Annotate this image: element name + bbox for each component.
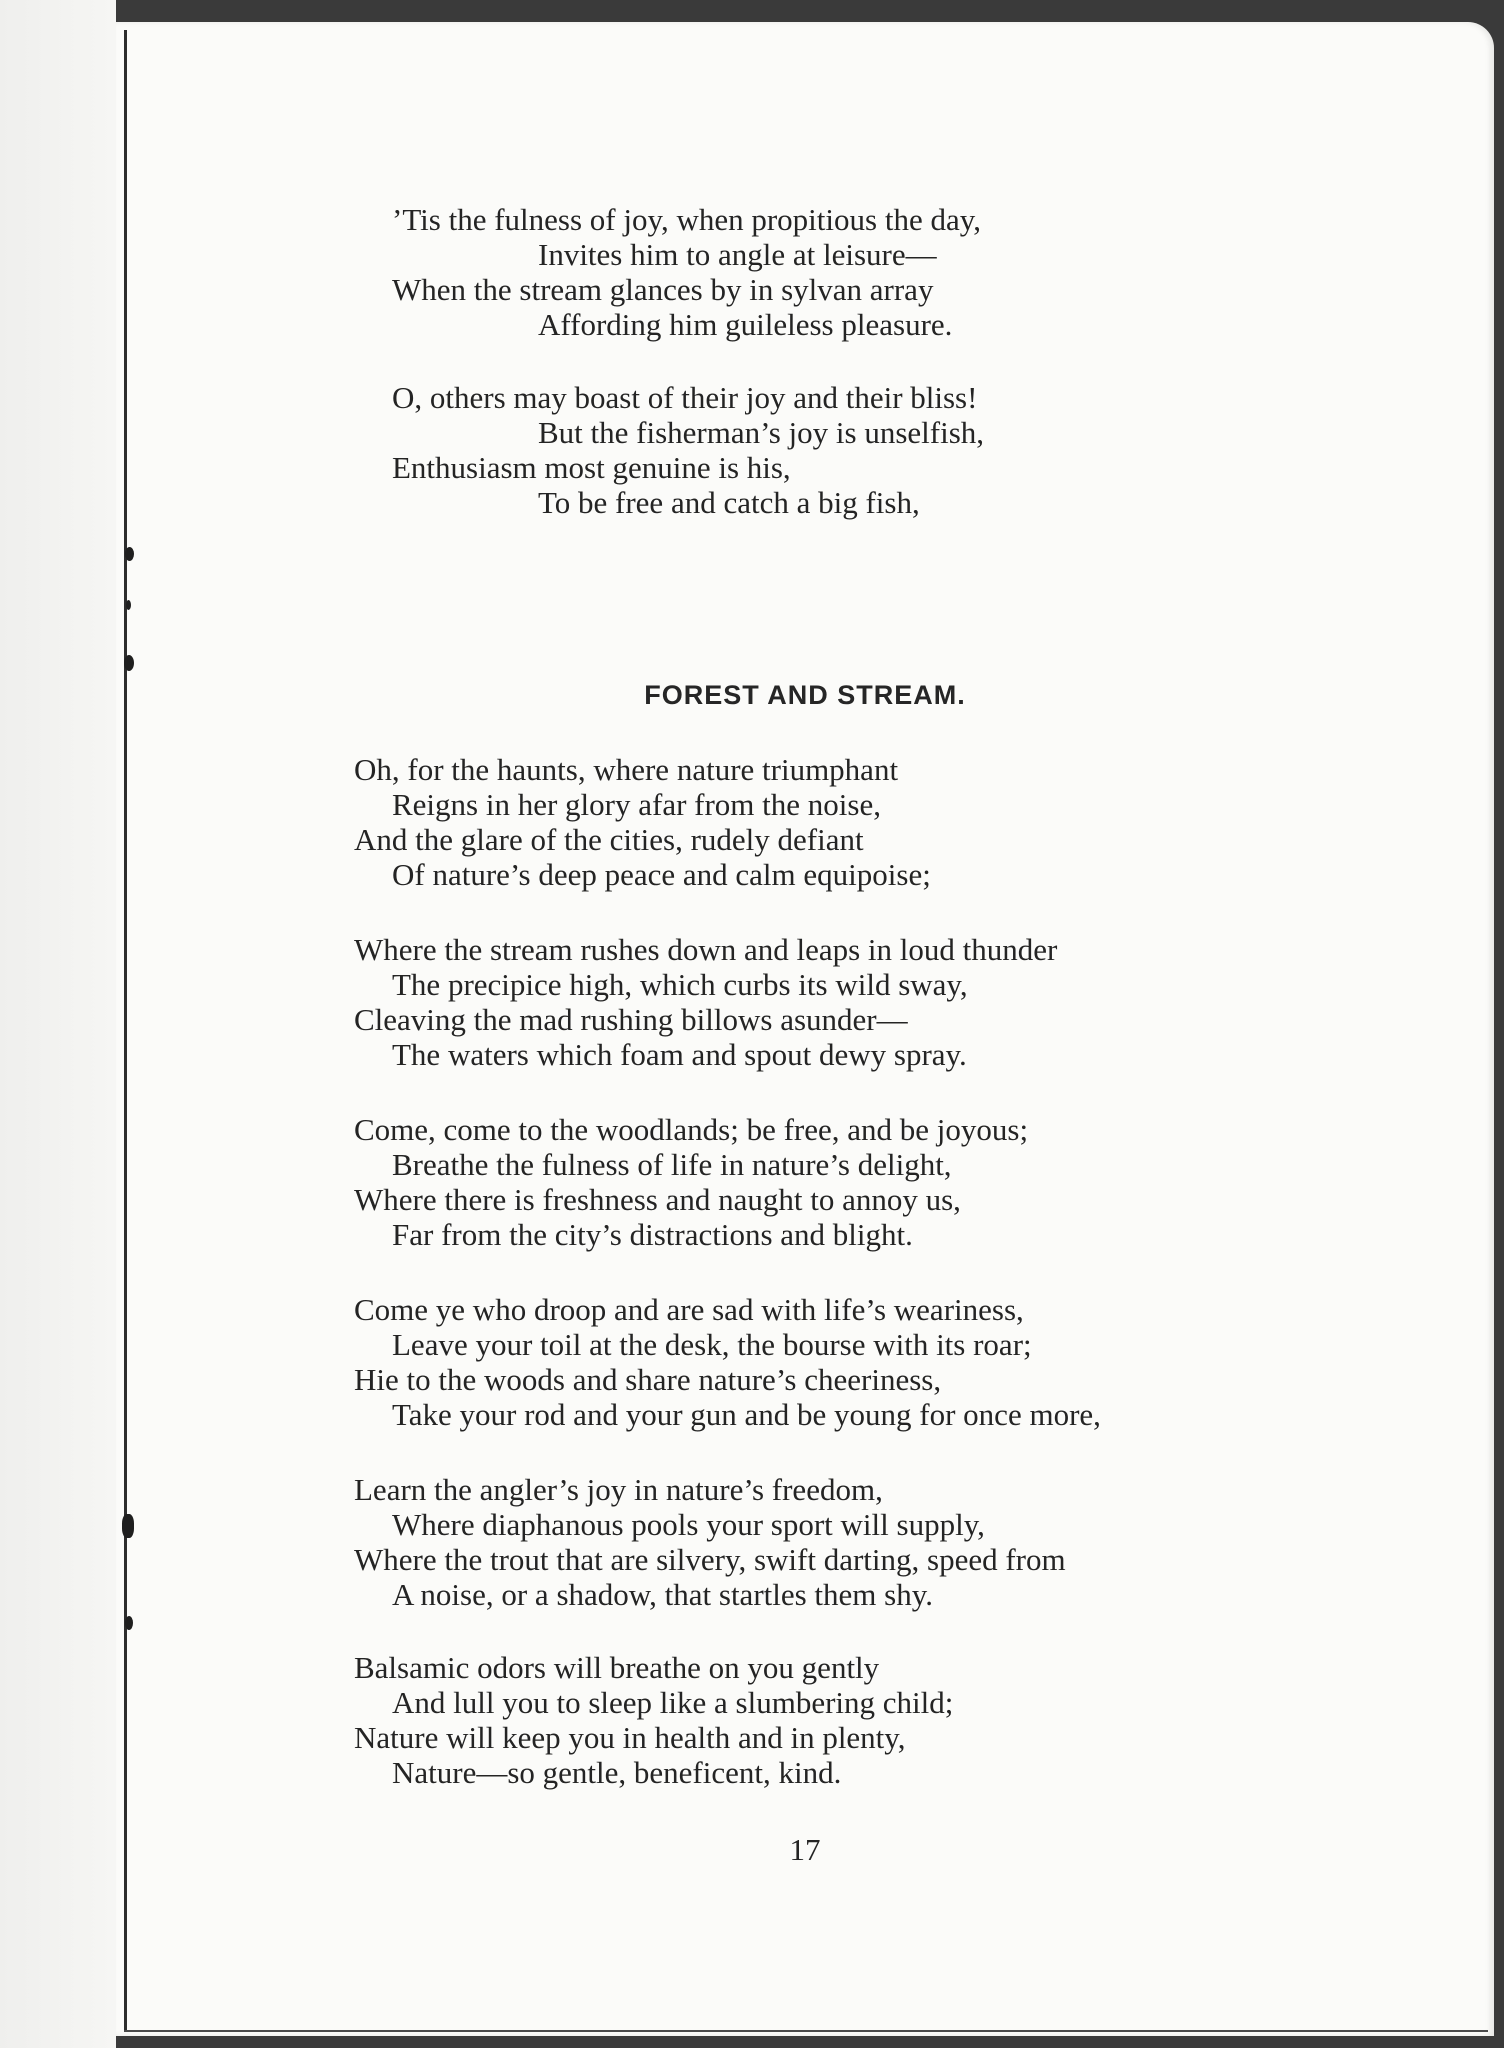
poem-line: Where the stream rushes down and leaps in loud thunder bbox=[354, 932, 1058, 967]
stanza bbox=[354, 1112, 1028, 1252]
poem-line: Where there is freshness and naught to annoy us, bbox=[354, 1182, 961, 1217]
poem-line: Nature—so gentle, beneficent, kind. bbox=[392, 1755, 842, 1790]
poem-line: Breathe the fulness of life in nature’s delight, bbox=[392, 1147, 952, 1182]
poem-line: To be free and catch a big fish, bbox=[538, 485, 920, 520]
poem-line: And lull you to sleep like a slumbering child; bbox=[392, 1685, 954, 1720]
poem-line: Take your rod and your gun and be young for once more, bbox=[392, 1397, 1101, 1432]
stanza bbox=[354, 752, 931, 892]
stanza bbox=[354, 932, 1057, 1072]
poem-line: A noise, or a shadow, that startles them shy. bbox=[392, 1577, 933, 1612]
binding-edge bbox=[124, 30, 127, 2030]
poem-line: When the stream glances by in sylvan array bbox=[392, 272, 934, 307]
binding-hole-mark bbox=[122, 1514, 134, 1538]
page-bottom-edge bbox=[124, 2030, 1488, 2032]
poem-line: Leave your toil at the desk, the bourse with its roar; bbox=[392, 1327, 1032, 1362]
poem-line: O, others may boast of their joy and their bliss! bbox=[392, 380, 978, 415]
binding-hole-mark bbox=[124, 655, 134, 671]
poem-line: Of nature’s deep peace and calm equipoise; bbox=[392, 857, 931, 892]
binding-hole-mark bbox=[125, 547, 134, 561]
poem-title: FOREST AND STREAM. bbox=[644, 680, 966, 710]
poem-line: Oh, for the haunts, where nature triumphant bbox=[354, 752, 899, 787]
poem-line: Come ye who droop and are sad with life’s weariness, bbox=[354, 1292, 1024, 1327]
poem-line: The waters which foam and spout dewy spray. bbox=[392, 1037, 967, 1072]
poem-line: Nature will keep you in health and in plenty, bbox=[354, 1720, 906, 1755]
poem-line: And the glare of the cities, rudely defiant bbox=[354, 822, 864, 857]
poem-line: Balsamic odors will breathe on you gently bbox=[354, 1650, 880, 1685]
page-number: 17 bbox=[789, 1832, 821, 1867]
poem-line: Invites him to angle at leisure— bbox=[538, 237, 937, 272]
binding-hole-mark bbox=[126, 600, 131, 610]
book-page bbox=[116, 22, 1494, 2036]
stanza bbox=[354, 1472, 1066, 1612]
stanza bbox=[392, 380, 984, 520]
poem-line: Affording him guileless pleasure. bbox=[538, 307, 953, 342]
stanza bbox=[392, 202, 981, 342]
poem-line: Come, come to the woodlands; be free, and be joyous; bbox=[354, 1112, 1029, 1147]
stanza bbox=[354, 1292, 1101, 1432]
poem-line: ’Tis the fulness of joy, when propitious the day, bbox=[392, 202, 981, 237]
poem-line: Cleaving the mad rushing billows asunder— bbox=[354, 1002, 908, 1037]
poem-line: Hie to the woods and share nature’s cheeriness, bbox=[354, 1362, 942, 1397]
scan-margin bbox=[0, 0, 116, 2048]
poem-line: The precipice high, which curbs its wild sway, bbox=[392, 967, 968, 1002]
poem-line: Learn the angler’s joy in nature’s freedom, bbox=[354, 1472, 883, 1507]
poem-line: Reigns in her glory afar from the noise, bbox=[392, 787, 881, 822]
poem-line: Enthusiasm most genuine is his, bbox=[392, 450, 791, 485]
poem-line: Where diaphanous pools your sport will supply, bbox=[392, 1507, 985, 1542]
poem-line: Far from the city’s distractions and blight. bbox=[392, 1217, 913, 1252]
binding-hole-mark bbox=[125, 1616, 133, 1630]
poem-line: But the fisherman’s joy is unselfish, bbox=[538, 415, 985, 450]
poem-line: Where the trout that are silvery, swift darting, speed from bbox=[354, 1542, 1066, 1577]
stanza bbox=[354, 1650, 953, 1790]
